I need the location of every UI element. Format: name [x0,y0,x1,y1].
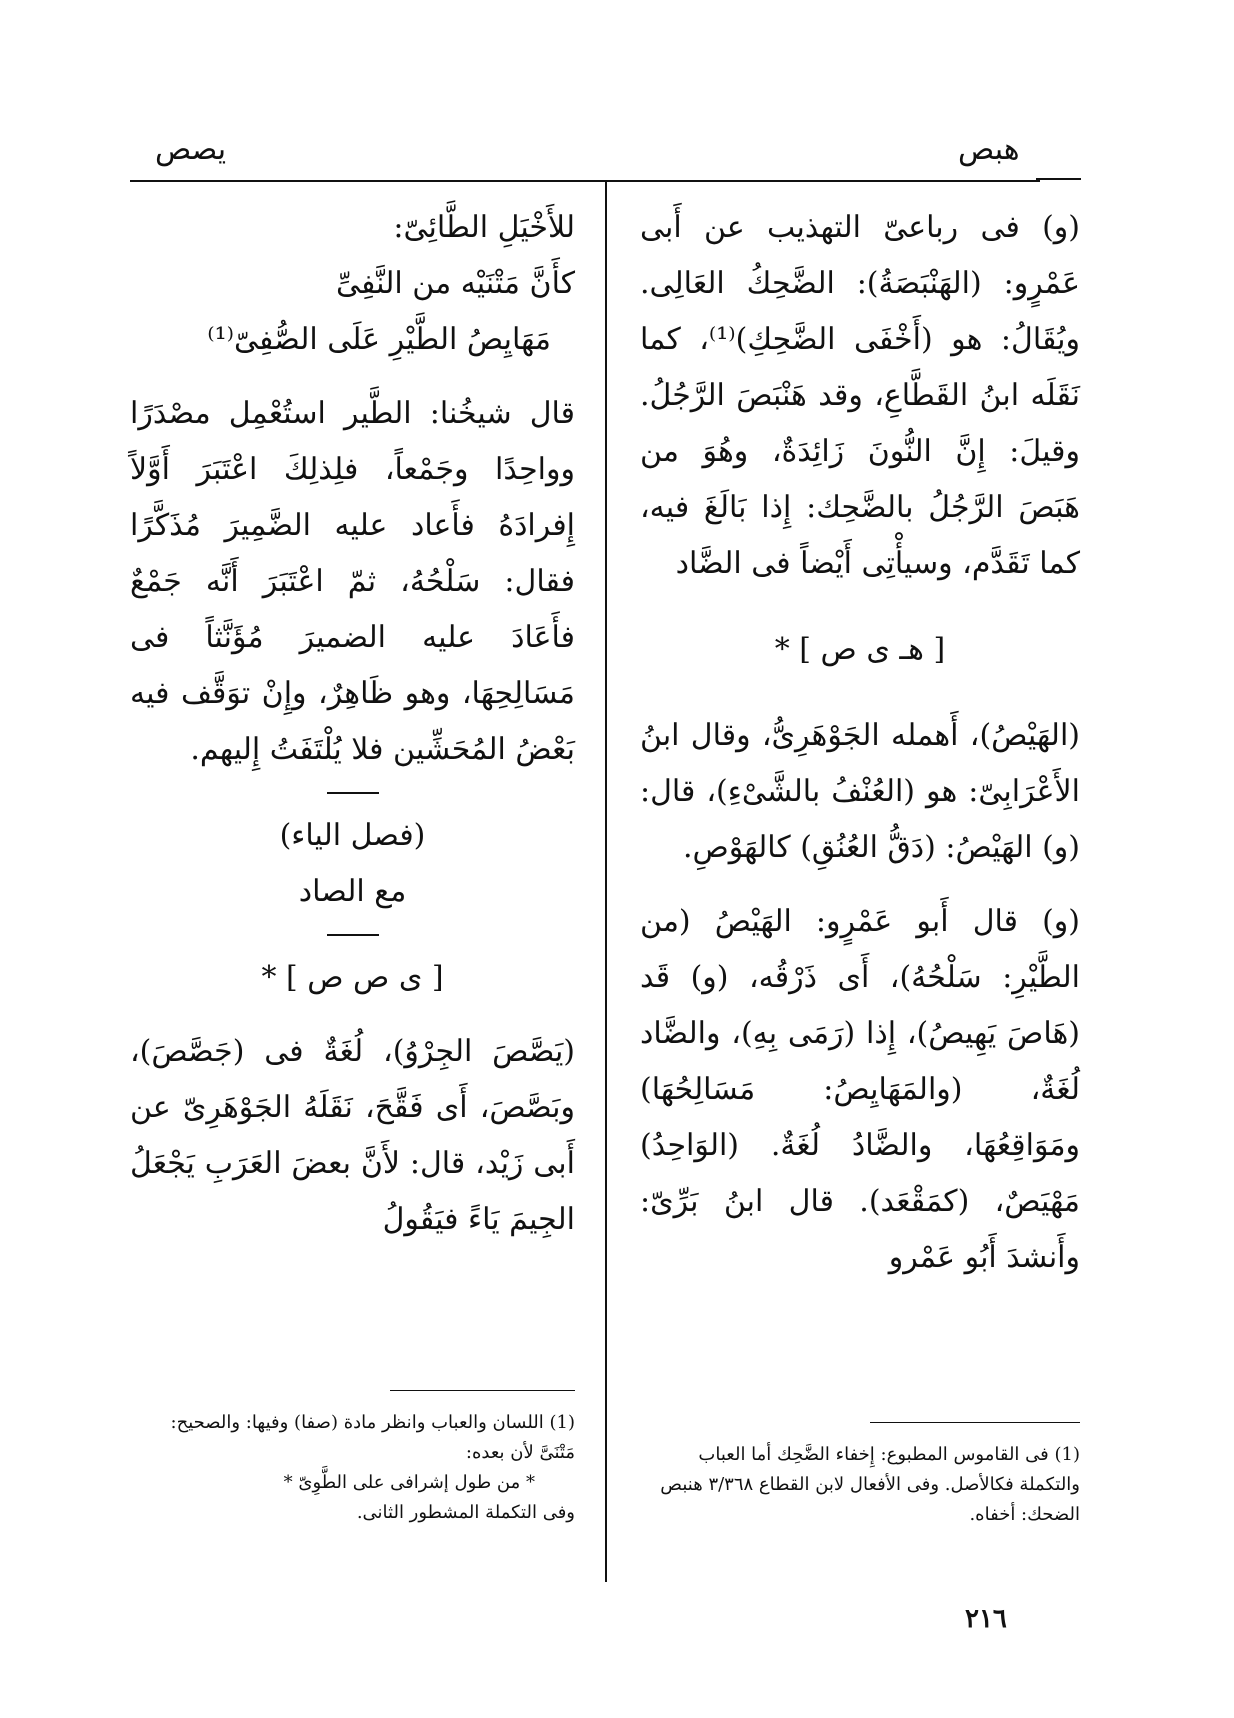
right-paragraph-1: (و) فى رباعىّ التهذيب عن أَبى عَمْرٍو: (الهَنْبَصَةُ): الضَّحِكُ العَالِى. ويُقَالُ: هو (أَخْفَى الضَّحِكِ)⁽¹⁾، كما نَقَلَه ابنُ القَطَّاعِ، وقد هَنْبَصَ الرَّجُلُ. وقيلَ: إِنَّ النُّونَ زَائِدَةٌ، وهُوَ من هَبَصَ الرَّجُلُ بالضَّحِك: إِذا بَالَغَ فيه، كما تَقَدَّم، وسيأْتِى أَيْضاً فى الضَّاد [640,210,1080,581]
left-paragraph-2: (يَصَّصَ الجِرْوُ)، لُغَةٌ فى (جَصَّصَ)، وبَصَّصَ، أَى فَقَّحَ، نَقَلَهُ الجَوْهَرِىّ عن أَبى زَيْد، قال: لأَنَّ بعضَ العَرَبِ يَجْعَلُ الجِيمَ يَاءً فيَقُولُ [130,1034,575,1237]
right-footnote-separator [870,1422,1080,1423]
header-rule-extension [1036,178,1081,180]
verse-line-2: مَهَايِصُ الطَّيْرِ عَلَى الصُّفِىّ⁽¹⁾ [207,322,551,357]
section-title: (فصل الياء) [279,818,426,853]
right-paragraph-3: (و) قال أَبو عَمْرٍو: الهَيْصُ (من الطَّيْرِ: سَلْحُهُ)، أَى ذَرْقُه، (و) قَد (هَاصَ يَهِيصُ)، إِذا (رَمَى بِهِ)، والضَّاد لُغَةٌ، (والمَهَايِصُ: مَسَالِحُهَا) ومَوَاقِعُهَا، والضَّادُ لُغَةٌ. (الوَاحِدُ) مَهْيَصٌ، (كمَقْعَد). قال ابنُ بَرِّىّ: وأَنشدَ أَبُو عَمْرو [640,904,1080,1275]
left-footnote-line-3: وفى التكملة المشطور الثانى. [356,1502,575,1523]
right-column [640,200,1080,1286]
section-subtitle: مع الصاد [298,874,407,909]
right-footnote: (1) فى القاموس المطبوع: إِخفاء الضَّحِك أما العباب والتكملة فكالأصل. وفى الأفعال لابن القطاع ٣/٣٦٨ هنبص الضحك: أخفاه. [660,1444,1080,1525]
left-footnote [130,1408,575,1528]
header-rule [130,180,1040,182]
left-paragraph-1: قال شيخُنا: الطَّير استُعْمِل مصْدَرًا وواحِدًا وجَمْعاً، فلِذلِكَ اعْتَبَرَ أَوَّلاً إِفرادَهُ فأَعاد عليه الضَّمِيرَ مُذَكَّرًا فقال: سَلْحُهُ، ثمّ اعْتَبَرَ أَنَّه جَمْعٌ فأَعَادَ عليه الضميرَ مُؤَنَّثاً فى مَسَالِحِهَا، وهو ظَاهِرٌ، وإِنْ توَقَّف فيه بَعْضُ المُحَشِّين فلا يُلْتَفَتُ إِليهم. [130,396,575,767]
left-poet-line: للأَخْيَلِ الطَّائِىّ: [393,210,575,245]
left-footnote-line-2: * من طول إشرافى على الطَّوِىّ * [283,1472,535,1493]
left-column [130,200,575,1248]
left-entry-heading: [ ى ص ص ] * [261,960,444,995]
section-rule-bottom [327,934,379,936]
right-paragraph-2: (الهَيْصُ)، أَهمله الجَوْهَرِىُّ، وقال ابنُ الأَعْرَابِىّ: هو (العُنْفُ بالشَّىْءِ)، قال: (و) الهَيْصُ: (دَقُّ العُنُقِ) كالهَوْصِ. [640,718,1080,865]
left-footnote-separator [390,1390,575,1391]
running-header-right: هبص [958,132,1020,167]
section-rule-top [327,792,379,794]
page-number: ٢١٦ [965,1604,1007,1634]
left-footnote-line-1: (1) اللسان والعباب وانظر مادة (صفا) وفيها: والصحيح: مَتْنَىَّ لأن بعده: [170,1412,575,1463]
right-entry-heading: [ هـ ى ص ] * [774,632,946,667]
verse-line-1: كأَنَّ مَتْنَيْه من النَّفِىِّ [336,266,575,301]
column-divider [605,182,607,1582]
running-header-left: يصص [155,132,227,167]
